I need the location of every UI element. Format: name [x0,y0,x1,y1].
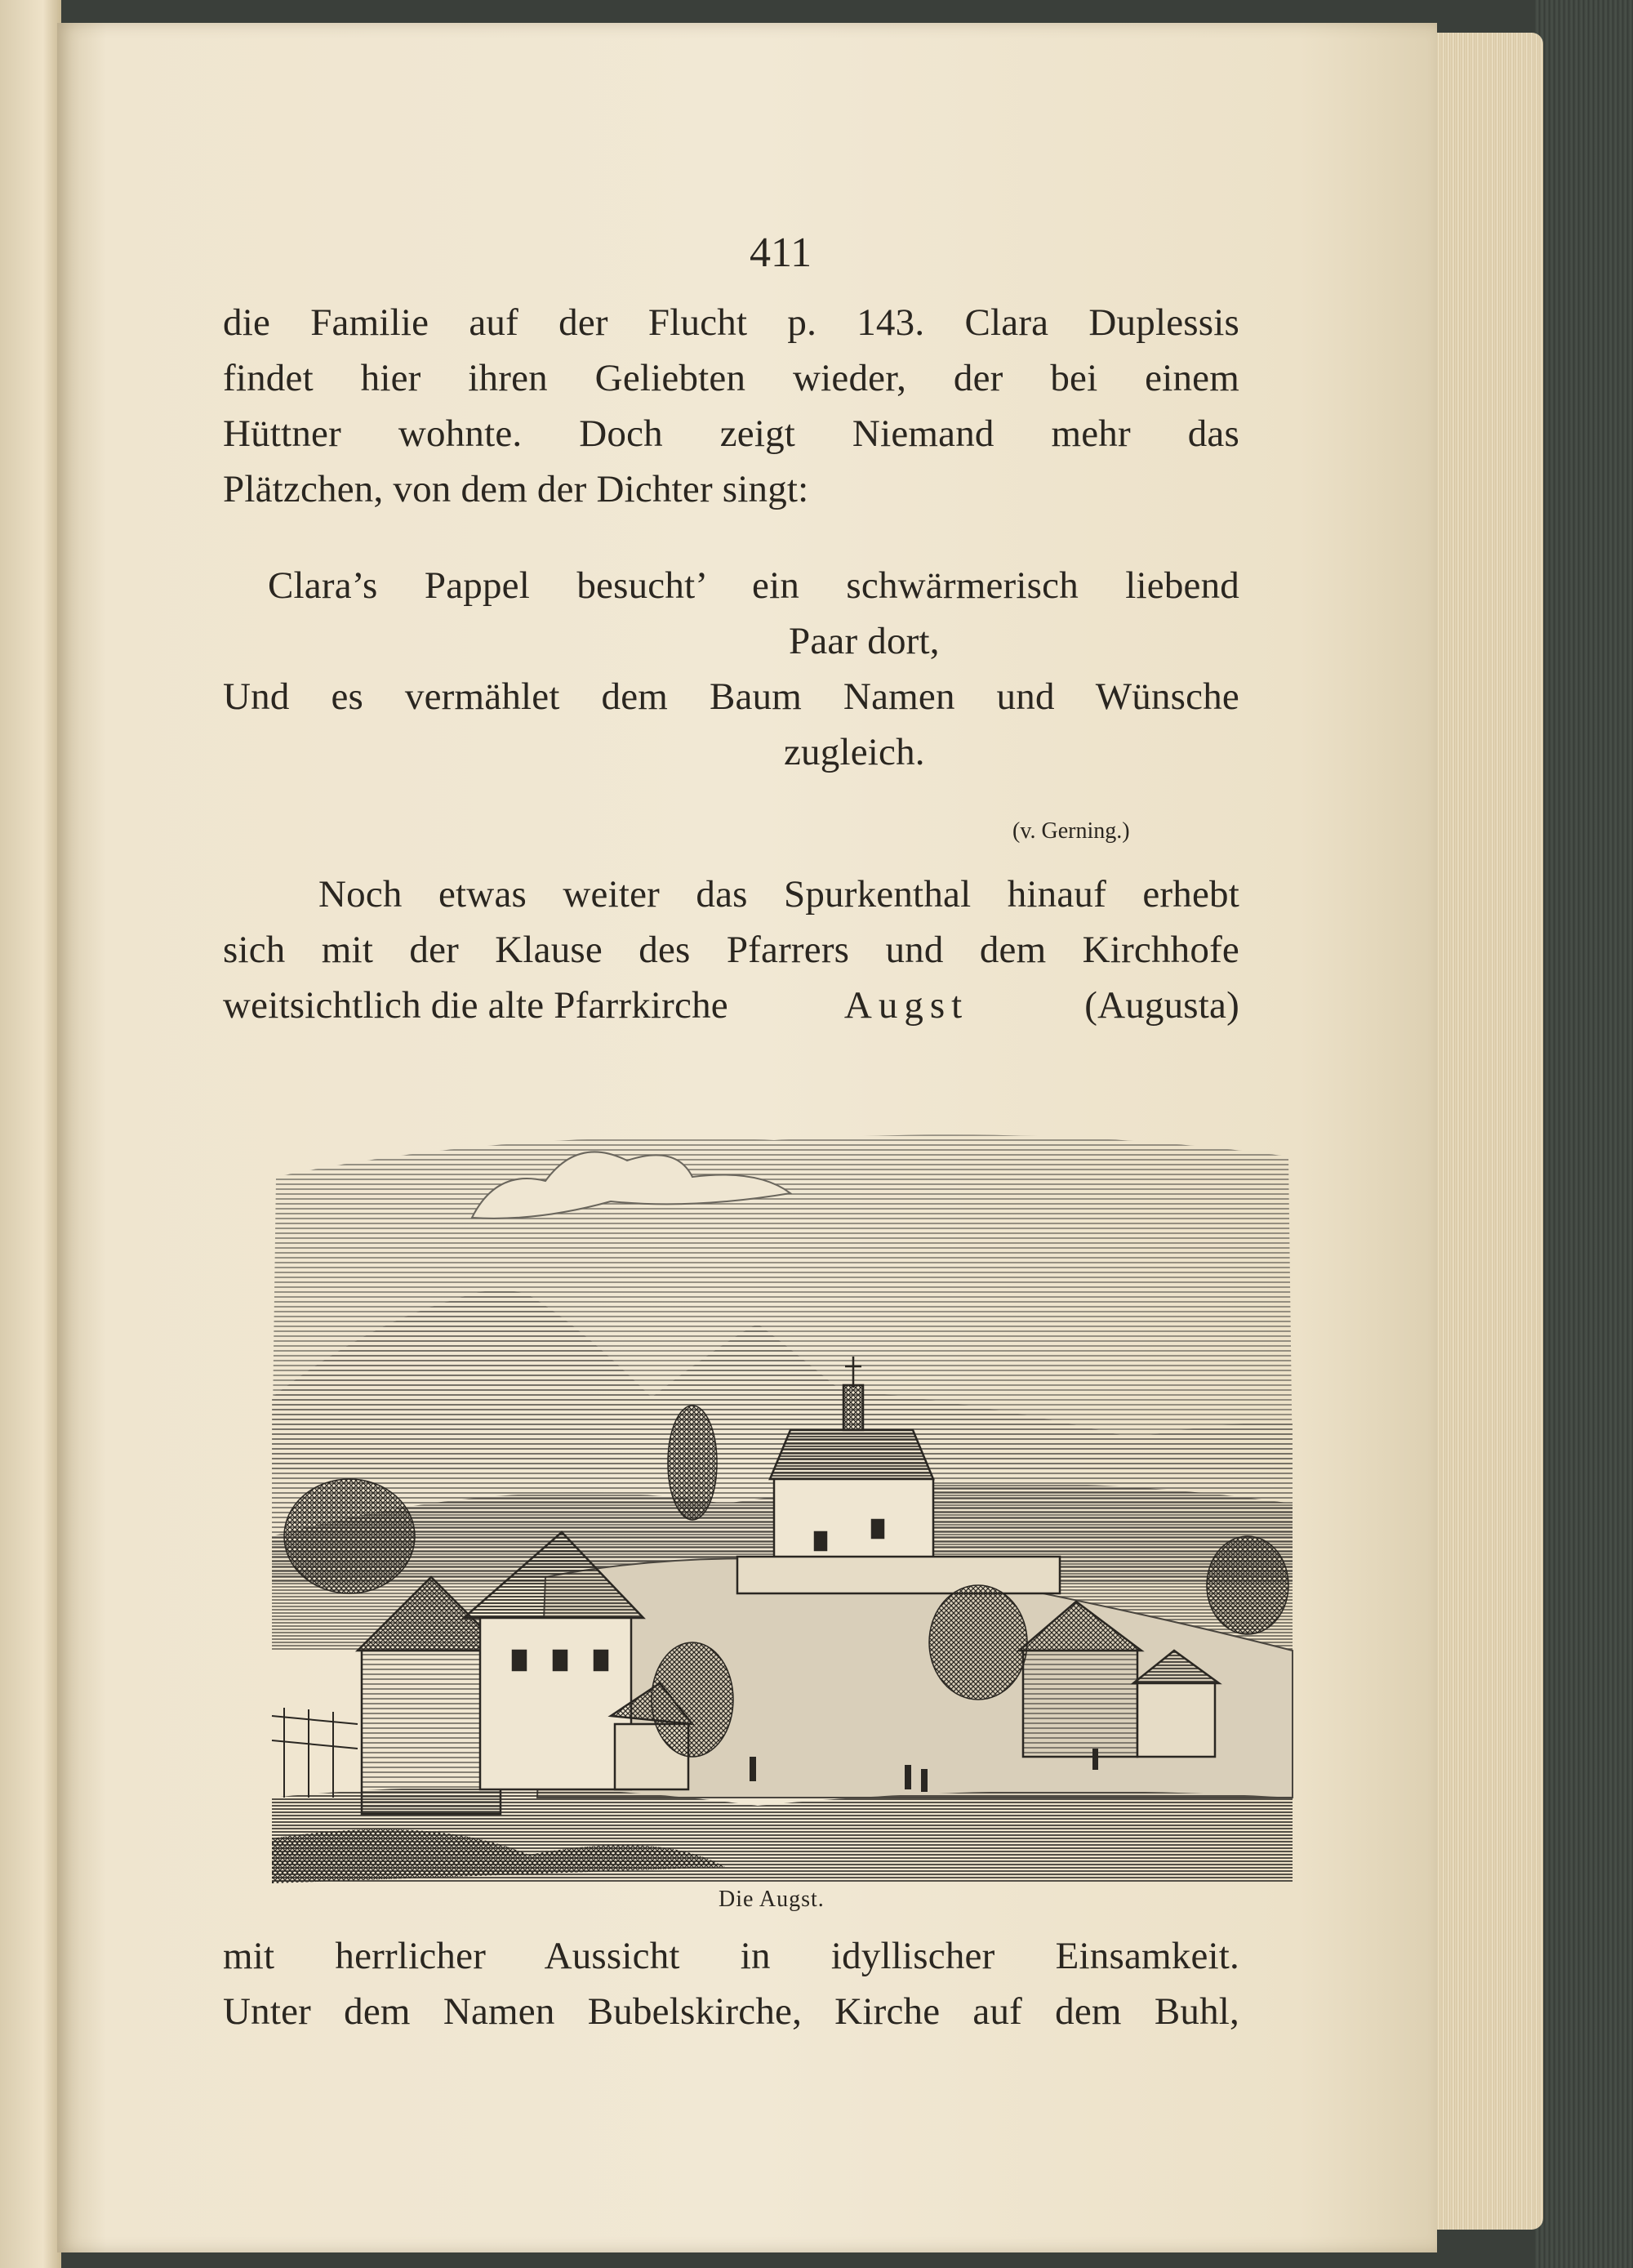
paragraph1-line2: findet hier ihren Geliebten wieder, der bei einem [223,357,1239,399]
book-page [57,23,1437,2252]
fence [272,1708,358,1798]
poem-line2: Paar dort, [789,620,940,662]
page-edges [1421,33,1543,2230]
paragraph2-line2: sich mit der Klause des Pfarrers und dem Kirchhofe [223,929,1239,971]
paragraph2-line3-text: weitsichtlich die alte Pfarrkirche [223,984,728,1027]
paragraph2-line3 [223,983,1239,1027]
paragraph1-line4: Plätzchen, von dem der Dichter singt: [223,468,809,510]
poem-line3: Und es vermählet dem Baum Namen und Wünsche [223,675,1239,718]
paragraph1-line1: die Familie auf der Flucht p. 143. Clara Duplessis [223,301,1239,344]
book-cover-edge [1535,0,1633,2268]
paragraph3-line2: Unter dem Namen Bubelskirche, Kirche auf dem Buhl, [223,1990,1239,2033]
paragraph3-line1: mit herrlicher Aussicht in idyllischer Einsamkeit. [223,1935,1239,1977]
augst-emphasis: Augst [843,984,969,1027]
left-page-edge [0,0,61,2268]
poem-attribution: (v. Gerning.) [1012,818,1130,844]
page-number: 411 [750,229,812,276]
poem-line1: Clara’s Pappel besucht’ ein schwärmerisch liebend [268,564,1239,607]
augusta-parenthetical: (Augusta) [1084,984,1239,1027]
paragraph2-line1: Noch etwas weiter das Spurkenthal hinauf erhebt [318,873,1239,916]
poem-line4: zugleich. [784,731,925,773]
figure-caption: Die Augst. [719,1887,825,1912]
paragraph1-line3: Hüttner wohnte. Doch zeigt Niemand mehr das [223,412,1239,455]
engraving-die-augst [268,1079,1298,1883]
